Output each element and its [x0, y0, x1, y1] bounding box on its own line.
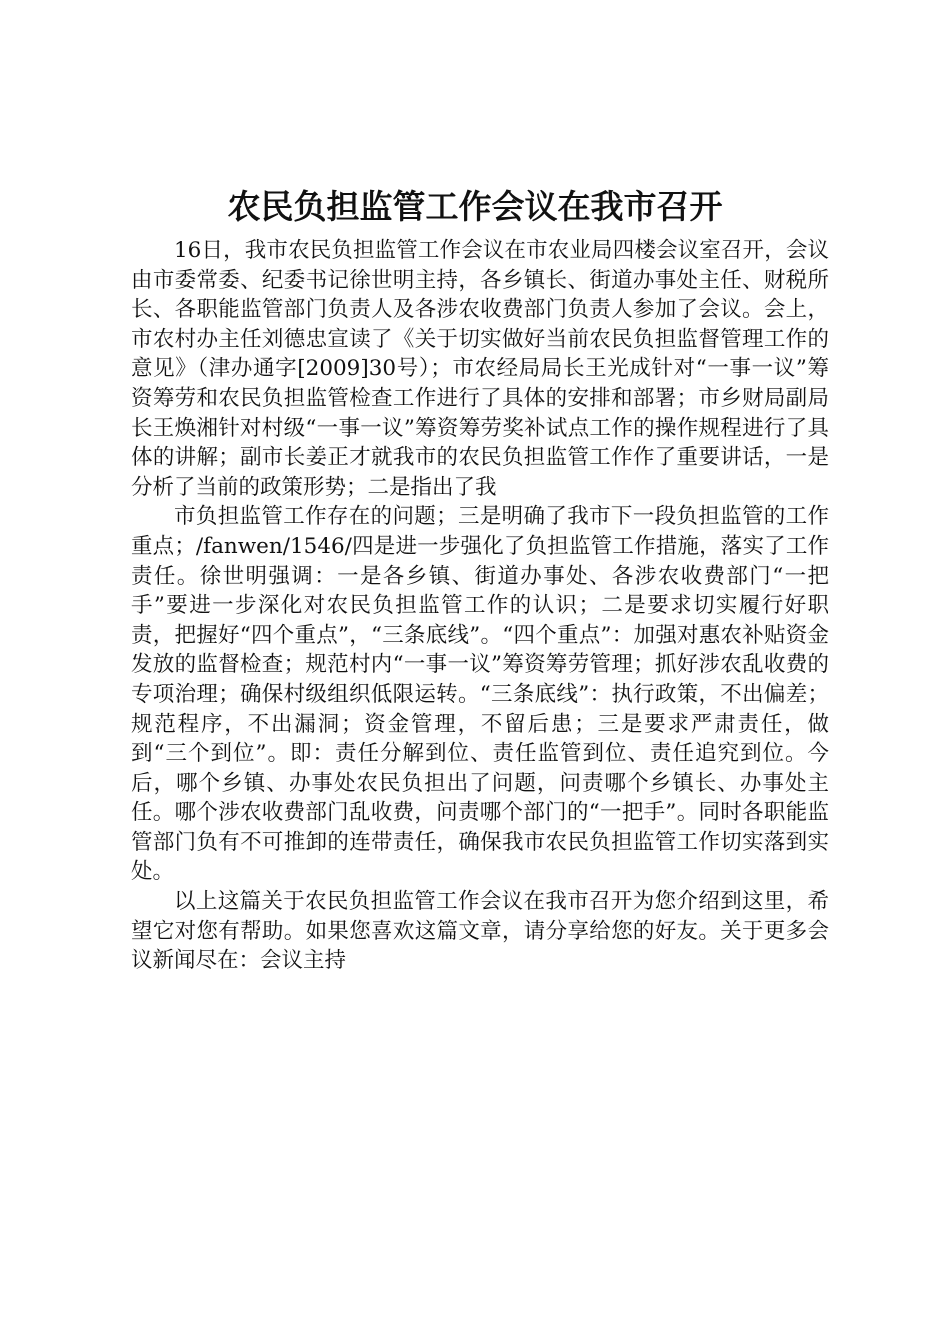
document-body — [131, 236, 829, 976]
paragraph-meeting-details: 市负担监管工作存在的问题；三是明确了我市下一段负担监管的工作重点；/fanwen/1546/四是进一步强化了负担监管工作措施，落实了工作责任。徐世明强调：一是各乡镇、街道办事处、各涉农收费部门“一把手”要进一步深化对农民负担监管工作的认识；二是要求切实履行好职责，把握好“四个重点”，“三条底线”。“四个重点”：加强对惠农补贴资金发放的监督检查；规范村内“一事一议”筹资筹劳管理；抓好涉农乱收费的专项治理；确保村级组织低限运转。“三条底线”：执行政策，不出偏差；规范程序，不出漏洞；资金管理，不留后患；三是要求严肃责任，做到“三个到位”。即：责任分解到位、责任监管到位、责任追究到位。今后，哪个乡镇、办事处农民负担出了问题，问责哪个乡镇长、办事处主任。哪个涉农收费部门乱收费，问责哪个部门的“一把手”。同时各职能监管部门负有不可推卸的连带责任，确保我市农民负担监管工作切实落到实处。 — [131, 504, 829, 885]
paragraph-meeting-summary: 16日，我市农民负担监管工作会议在市农业局四楼会议室召开，会议由市委常委、纪委书记徐世明主持，各乡镇长、街道办事处主任、财税所长、各职能监管部门负责人及各涉农收费部门负责人参加了会议。会上，市农村办主任刘德忠宣读了《关于切实做好当前农民负担监督管理工作的意见》（津办通字[2009]30号）；市农经局局长王光成针对“一事一议”筹资筹劳和农民负担监管检查工作进行了具体的安排和部署；市乡财局副局长王焕湘针对村级“一事一议”筹资筹劳奖补试点工作的操作规程进行了具体的讲解；副市长姜正才就我市的农民负担监管工作作了重要讲话，一是分析了当前的政策形势；二是指出了我 — [131, 238, 829, 500]
paragraph-closing-note: 以上这篇关于农民负担监管工作会议在我市召开为您介绍到这里，希望它对您有帮助。如果您喜欢这篇文章，请分享给您的好友。关于更多会议新闻尽在：会议主持 — [131, 889, 829, 974]
document-title: 农民负担监管工作会议在我市召开 — [227, 187, 723, 226]
